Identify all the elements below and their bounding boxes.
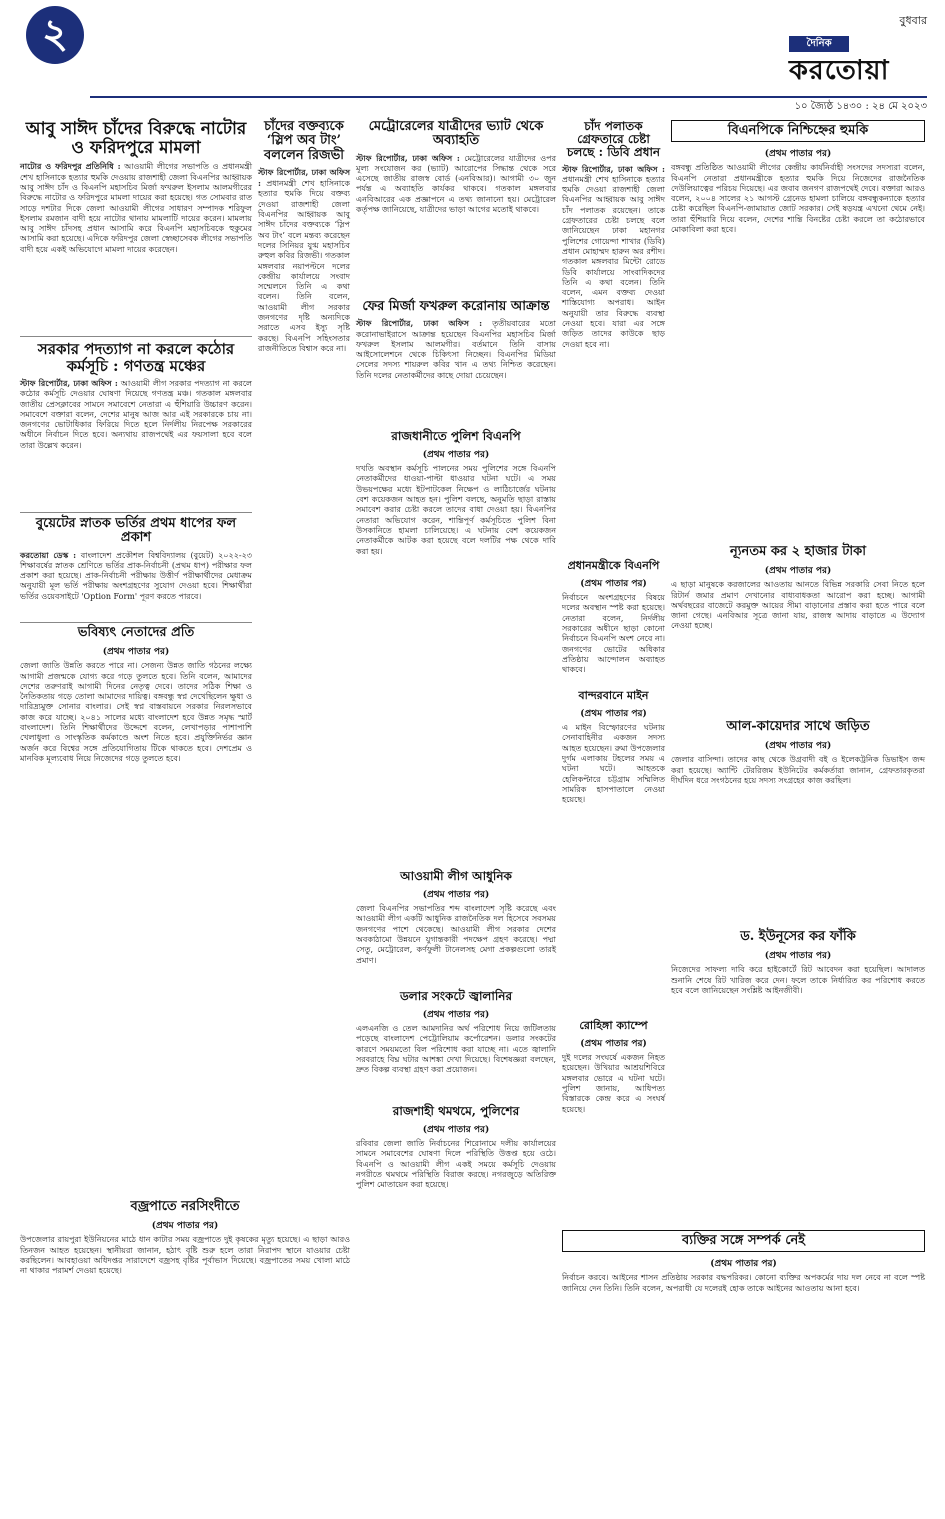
article-title: বান্দরবানে মাইন xyxy=(578,689,649,702)
article-byline: করতোয়া ডেস্ক : xyxy=(20,549,77,560)
article-body: জেলার বাসিন্দা। তাদের কাছ থেকে উগ্রবাদী বই ও ইলেকট্রনিক ডিভাইস জব্দ করা হয়েছে। অ্যান্টি টেররিজম ইউনিটের কর্মকর্তারা জানান, গ্রেফতারকৃতরা দীর্ঘদিন ধরে সংগঠনের হয়ে সদস্য সংগ্রহের কাজ করছিল। xyxy=(671,755,925,785)
article-no-relation-individual xyxy=(562,1230,925,1294)
article-continued-label: (প্রথম পাতার পর) xyxy=(151,1221,219,1232)
article-lightning-narsingdi xyxy=(20,1200,350,1276)
article-gonotontro-mancha xyxy=(20,341,252,451)
masthead xyxy=(0,0,945,112)
article-body: আওয়ামী লীগের সভাপতি ও প্রধানমন্ত্রী শেখ হাসিনাকে হত্যার হুমকি দেওয়ায় রাজশাহী জেলা বিএনপির আহ্বায়ক আবু সাঈদ চাঁদ ও বিএনপি মহাসচিব মির্জা ফখরুল ইসলাম আলমগীরের বিরুদ্ধে নাটোর ও ফরিদপুরে মামলা দায়ের করা হয়েছে। গত সোমবার রাত সাড়ে দশটার দিকে জেলা আওয়ামী লীগের সাধারণ সম্পাদক শরিফুল ইসলাম রমজান বাদী হয়ে নাটোর থানায় মামলাটি দায়ের করেন। মামলায় আবু সাঈদ চাঁদসহ প্রধান আসামি করে বিএনপি মহাসচিবকে হুকুমের আসামি করা হয়েছে। এদিকে ফরিদপুর জেলা স্বেচ্ছাসেবক লীগের সভাপতি বাদী হয়ে একই অভিযোগে মামলা দায়ের করেছেন। xyxy=(20,162,252,254)
article-body: নির্বাচন করবে। আইনের শাসন প্রতিষ্ঠায় সরকার বদ্ধপরিকর। কোনো ব্যক্তির অপকর্মের দায় দল নেবে না বলে স্পষ্ট জানিয়ে দেন তিনি। তিনি বলেন, অপরাধী যে দলেরই হোক তাকে আইনের আওতায় আনা হবে। xyxy=(562,1273,925,1293)
article-title: ব্যক্তির সঙ্গে সম্পর্ক নেই xyxy=(562,1230,925,1252)
article-awami-league-modern xyxy=(356,870,556,966)
article-title: চাঁদ পলাতক গ্রেফতারে চেষ্টা চলছে : ডিবি প্রধান xyxy=(566,119,661,160)
issue-date: ১০ জ্যৈষ্ঠ ১৪৩০ : ২৪ মে ২০২৩ xyxy=(794,101,927,112)
article-title: বিএনপিকে নিশ্চিহ্নের হুমকি xyxy=(671,120,925,142)
article-continued-label: (প্রথম পাতার পর) xyxy=(764,741,832,752)
article-title: রোহিঙ্গা ক্যাম্পে xyxy=(579,1019,648,1032)
article-title: ন্যূনতম কর ২ হাজার টাকা xyxy=(730,544,866,559)
newspaper-logo xyxy=(789,34,927,90)
article-title: আওয়ামী লীগ আধুনিক xyxy=(400,869,512,883)
divider xyxy=(20,622,252,623)
weekday: বুধবার xyxy=(899,14,927,27)
article-byline: স্টাফ রিপোর্টার, ঢাকা অফিস : xyxy=(562,163,665,174)
article-future-leaders xyxy=(20,626,252,764)
article-title: আল-কায়েদার সাথে জড়িত xyxy=(726,719,870,734)
article-body: জেলা বিএনপির সভাপতির শব্দ বাংলাদেশ সৃষ্টি করেছে এবং আওয়ামী লীগ একটি আধুনিক রাজনৈতিক দল হিসেবে সবসময় জনগণের পাশে থেকেছে। আওয়ামী লীগ সরকার দেশের অবকাঠামো উন্নয়নে যুগান্তকারী পদক্ষেপ গ্রহণ করেছে। পদ্মা সেতু, মেট্রোরেল, কর্ণফুলী টানেলসহ মেগা প্রকল্পগুলো তারই প্রমাণ। xyxy=(356,904,556,965)
article-title: বজ্রপাতে নরসিংদীতে xyxy=(130,1199,240,1214)
article-dollar-crisis xyxy=(356,990,556,1076)
article-title: রাজশাহী থমথমে, পুলিশের xyxy=(392,1104,520,1118)
article-body: নির্বাচনে অংশগ্রহণের বিষয়ে দলের অবস্থান স্পষ্ট করা হয়েছে। নেতারা বলেন, নির্দলীয় সরকারের অধীনে ছাড়া কোনো নির্বাচনে বিএনপি অংশ নেবে না। জনগণের ভোটের অধিকার প্রতিষ্ঠায় আন্দোলন অব্যাহত থাকবে। xyxy=(562,593,665,675)
article-body: প্রধানমন্ত্রী শেখ হাসিনাকে হত্যার হুমকি দিয়ে বক্তব্য দেওয়া রাজশাহী জেলা বিএনপির আহ্বায়ক আবু সাঈদ চাঁদের বক্তব্যকে ‘স্লিপ অব টাং’ বলে মন্তব্য করেছেন দলের সিনিয়র যুগ্ম মহাসচিব রুহুল কবির রিজভী। গতকাল মঙ্গলবার নয়াপল্টনে দলের কেন্দ্রীয় কার্যালয়ে সংবাদ সম্মেলনে তিনি এ কথা বলেন। তিনি বলেন, আওয়ামী লীগ সরকার জনগণের দৃষ্টি অন্যদিকে সরাতে এসব ইস্যু সৃষ্টি করছে। বিএনপি সহিংসতার রাজনীতিতে বিশ্বাস করে না। xyxy=(258,179,350,353)
article-continued-label: (প্রথম পাতার পর) xyxy=(580,709,647,720)
article-byline: স্টাফ রিপোর্টার, ঢাকা অফিস : xyxy=(356,318,483,329)
article-continued-label: (প্রথম পাতার পর) xyxy=(422,890,490,901)
article-body: উপজেলার রায়পুরা ইউনিয়নের মাঠে ধান কাটার সময় বজ্রপাতে দুই কৃষকের মৃত্যু হয়েছে। এ ছাড়া আরও তিনজন আহত হয়েছেন। স্থানীয়রা জানান, হঠাৎ বৃষ্টি শুরু হলে তারা নিরাপদ স্থানে যাওয়ার চেষ্টা করছিলেন। আবহাওয়া অধিদপ্তর সারাদেশে বজ্রসহ বৃষ্টির পূর্বাভাস দিয়েছে। বজ্রপাতের সময় খোলা মাঠে না থাকার পরামর্শ দেওয়া হয়েছে। xyxy=(20,1235,350,1276)
article-rohingya-camp xyxy=(562,1020,665,1115)
article-title: ড. ইউনূসের কর ফাঁকি xyxy=(740,929,856,944)
article-continued-label: (প্রথম পাতার পর) xyxy=(422,450,490,461)
article-title: রাজধানীতে পুলিশ বিএনপি xyxy=(391,429,521,443)
article-continued-label: (প্রথম পাতার পর) xyxy=(422,1010,490,1021)
article-continued-label: (প্রথম পাতার পর) xyxy=(102,647,170,658)
divider xyxy=(20,336,252,337)
logo-small-text: দৈনিক xyxy=(789,36,849,52)
article-body: এলএনজি ও তেল আমদানির অর্থ পরিশোধ নিয়ে জটিলতায় পড়েছে বাংলাদেশ পেট্রোলিয়াম কর্পোরেশন। ডলার সংকটের কারণে সময়মতো বিল পরিশোধ করা যাচ্ছে না। এতে জ্বালানি সরবরাহে বিঘ্ন ঘটার আশঙ্কা দেখা দিয়েছে। বিশেষজ্ঞরা বলছেন, দ্রুত বিকল্প ব্যবস্থা গ্রহণ করা প্রয়োজন। xyxy=(356,1024,556,1075)
article-body: দখতি অবস্থান কর্মসূচি পালনের সময় পুলিশের সঙ্গে বিএনপি নেতাকর্মীদের ধাওয়া-পাল্টা ধাওয়ার ঘটনা ঘটে। এ সময় উভয়পক্ষের মধ্যে ইটপাটকেল নিক্ষেপ ও লাঠিচার্জের ঘটনায় বেশ কয়েকজন আহত হন। পুলিশ বলছে, অনুমতি ছাড়া রাস্তায় সমাবেশ করার চেষ্টা করলে তাদের বাধা দেওয়া হয়। বিএনপির নেতারা অভিযোগ করেন, শান্তিপূর্ণ কর্মসূচিতে পুলিশ বিনা উসকানিতে হামলা চালিয়েছে। এ ঘটনায় বেশ কয়েকজন নেতাকর্মীকে আটক করা হয়েছে বলে দলটির পক্ষ থেকে দাবি করা হয়। xyxy=(356,464,556,556)
article-bandarban-mine xyxy=(562,690,665,805)
article-title: ফের মির্জা ফখরুল করোনায় আক্রান্ত xyxy=(362,299,550,314)
article-continued-label: (প্রথম পাতার পর) xyxy=(764,951,832,962)
article-yunus-tax xyxy=(671,930,925,996)
article-continued-label: (প্রথম পাতার পর) xyxy=(580,1039,647,1050)
article-title: ভবিষ্যৎ নেতাদের প্রতি xyxy=(77,625,195,640)
article-continued-label: (প্রথম পাতার পর) xyxy=(764,566,832,577)
article-body: দুই দলের সংঘর্ষে একজন নিহত হয়েছেন। উখিয়ার আশ্রয়শিবিরে মঙ্গলবার ভোরে এ ঘটনা ঘটে। পুলিশ জানায়, আধিপত্য বিস্তারকে কেন্দ্র করে এ সংঘর্ষ হয়েছে। xyxy=(562,1053,665,1114)
article-byline: স্টাফ রিপোর্টার, ঢাকা অফিস : xyxy=(356,152,460,163)
page-number: ২ xyxy=(26,6,84,64)
article-body: রবিবার জেলা জাতি নির্বাচনের শিরোনামে দলীয় কার্যালয়ের সামনে সমাবেশের ঘোষণা দিলে পরিস্থিতি উত্তপ্ত হয়ে ওঠে। বিএনপি ও আওয়ামী লীগ একই সময়ে কর্মসূচি দেওয়ায় নগরীতে থমথমে পরিস্থিতি বিরাজ করছে। নগরজুড়ে অতিরিক্ত পুলিশ মোতায়েন করা হয়েছে। xyxy=(356,1139,556,1190)
logo-name: করতোয়া xyxy=(789,55,890,86)
article-body: এ মাইন বিস্ফোরণের ঘটনায় সেনাবাহিনীর একজন সদস্য আহত হয়েছেন। রুমা উপজেলার দুর্গম এলাকায় টহলের সময় এ ঘটনা ঘটে। আহতকে হেলিকপ্টারে চট্টগ্রাম সম্মিলিত সামরিক হাসপাতালে নেওয়া হয়েছে। xyxy=(562,723,665,805)
article-body: প্রধানমন্ত্রী শেখ হাসিনাকে হত্যার হুমকি দেওয়া রাজশাহী জেলা বিএনপির আহ্বায়ক আবু সাঈদ চাঁদ পলাতক রয়েছেন। তাকে গ্রেফতারের চেষ্টা চলছে বলে জানিয়েছেন ঢাকা মহানগর পুলিশের গোয়েন্দা শাখার (ডিবি) প্রধান মোহাম্মদ হারুন অর রশীদ। গতকাল মঙ্গলবার মিন্টো রোডে ডিবি কার্যালয়ে সাংবাদিকদের তিনি এ কথা বলেন। তিনি বলেন, এমন বক্তব্য দেওয়া শাস্তিযোগ্য অপরাধ। আইন অনুযায়ী তার বিরুদ্ধে ব্যবস্থা নেওয়া হবে। যারা এর সঙ্গে জড়িত তাদের কাউকে ছাড় দেওয়া হবে না। xyxy=(562,174,665,349)
article-police-bnp xyxy=(356,430,556,557)
article-metrorail-vat xyxy=(356,120,556,215)
article-al-qaeda xyxy=(671,720,925,786)
article-body: জেলা জাতি উন্নতি করতে পারে না। সেজন্য উন্নত জাতি গঠনের লক্ষ্যে আগামী প্রজন্মকে যোগ্য করে গড়ে তুলতে হবে। তিনি বলেন, আমাদের দেশের তরুণরাই আগামী দিনের নেতৃত্ব দেবে। তাদের সঠিক শিক্ষা ও নৈতিকতায় গড়ে তোলা আমাদের দায়িত্ব। বঙ্গবন্ধু স্বপ্ন দেখেছিলেন ক্ষুধা ও দারিদ্র্যমুক্ত সোনার বাংলার। সেই স্বপ্ন বাস্তবায়নে সরকার নিরলসভাবে কাজ করে যাচ্ছে। ২০৪১ সালের মধ্যে বাংলাদেশ হবে উন্নত সমৃদ্ধ স্মার্ট বাংলাদেশ। তিনি শিক্ষার্থীদের উদ্দেশে বলেন, লেখাপড়ার পাশাপাশি খেলাধুলা ও সাংস্কৃতিক কর্মকাণ্ডে অংশ নিতে হবে। প্রযুক্তিনির্ভর জ্ঞান অর্জন করে বিশ্বের সঙ্গে প্রতিযোগিতায় টিকে থাকতে হবে। দেশপ্রেম ও মানবিক মূল্যবোধ নিয়ে নিজেদের গড়ে তুলতে হবে। xyxy=(20,661,252,763)
article-rizvi-slip-of-tongue xyxy=(258,120,350,354)
article-byline: স্টাফ রিপোর্টার, ঢাকা অফিস : xyxy=(258,166,350,189)
article-rajshahi-tense xyxy=(356,1105,556,1191)
article-body: বঙ্গবন্ধু প্রতিষ্ঠিত আওয়ামী লীগের কেন্দ্রীয় কার্যনির্বাহী সংসদের সদস্যরা বলেন, বিএনপি নেতারা প্রধানমন্ত্রীকে হত্যার হুমকি দিয়ে নিজেদের রাজনৈতিক দেউলিয়াত্বের পরিচয় দিয়েছে। এর জবাব জনগণ রাজপথেই দেবে। বক্তারা আরও বলেন, ২০০৪ সালের ২১ আগস্ট গ্রেনেড হামলা চালিয়ে বঙ্গবন্ধুকন্যাকে হত্যার চেষ্টা করেছিল বিএনপি-জামায়াত জোট সরকার। সেই ষড়যন্ত্র এখনো থেমে নেই। তারা হুঁশিয়ারি দিয়ে বলেন, দেশের শান্তি বিনষ্টের চেষ্টা করলে তা কঠোরভাবে মোকাবিলা করা হবে। xyxy=(671,163,925,235)
article-minimum-tax xyxy=(671,545,925,632)
article-continued-label: (প্রথম পাতার পর) xyxy=(422,1125,490,1136)
article-title: চাঁদের বক্তব্যকে ‘স্লিপ অব টাং’ বললেন রিজভী xyxy=(263,119,345,163)
article-title: ডলার সংকটে জ্বালানির xyxy=(399,989,513,1003)
divider xyxy=(20,512,252,513)
article-body: নিজেদের সাফল্য দাবি করে হাইকোর্টে রিট আবেদন করা হয়েছিল। আদালত শুনানি শেষে রিট খারিজ করে দেন। ফলে তাকে নির্ধারিত কর পরিশোধ করতে হবে বলে জানিয়েছেন সংশ্লিষ্ট আইনজীবী। xyxy=(671,965,925,995)
article-title: বুয়েটের স্নাতক ভর্তির প্রথম ধাপের ফল প্রকাশ xyxy=(35,516,237,546)
article-byline: নাটোর ও ফরিদপুর প্রতিনিধি : xyxy=(20,161,121,172)
article-title: মেট্রোরেলের যাত্রীদের ভ্যাট থেকে অব্যাহতি xyxy=(368,119,544,149)
article-bnp-threat xyxy=(671,120,925,235)
article-buet-result xyxy=(20,517,252,602)
article-body: এ ছাড়া মানুষকে করজালের আওতায় আনতে বিভিন্ন সরকারি সেবা নিতে হলে রিটার্ন জমার প্রমাণ দেখানোর বাধ্যবাধকতা আরোপ করা হচ্ছে। আগামী অর্থবছরের বাজেটে করমুক্ত আয়ের সীমা বাড়ানোর প্রস্তাব করা হতে পারে বলে জানা গেছে। এনবিআর সূত্রে জানা যায়, রাজস্ব আদায় বাড়াতে এ উদ্যোগ নেওয়া হচ্ছে। xyxy=(671,580,925,631)
article-chand-case xyxy=(20,120,252,255)
article-title: আবু সাঈদ চাঁদের বিরুদ্ধে নাটোর ও ফরিদপুরে মামলা xyxy=(25,119,247,158)
article-body: মেট্রোরেলের যাত্রীদের ওপর মূল্য সংযোজন কর (ভ্যাট) আরোপের সিদ্ধান্ত থেকে সরে এসেছে জাতীয় রাজস্ব বোর্ড (এনবিআর)। আগামী ৩০ জুন পর্যন্ত এ অব্যাহতি কার্যকর থাকবে। গতকাল মঙ্গলবার এনবিআরের এক প্রজ্ঞাপনে এ তথ্য জানানো হয়। মেট্রোরেল কর্তৃপক্ষ জানিয়েছে, যাত্রীদের ভাড়া আগের মতোই থাকবে। xyxy=(356,153,557,215)
article-body: তৃতীয়বারের মতো করোনাভাইরাসে আক্রান্ত হয়েছেন বিএনপির মহাসচিব মির্জা ফখরুল ইসলাম আলমগীর। বর্তমানে তিনি বাসায় আইসোলেশনে থেকে চিকিৎসা নিচ্ছেন। বিএনপির মিডিয়া সেলের সদস্য শায়রুল কবির খান এ তথ্য নিশ্চিত করেছেন। তিনি দলের নেতাকর্মীদের কাছে দোয়া চেয়েছেন। xyxy=(356,319,556,380)
article-continued-label: (প্রথম পাতার পর) xyxy=(580,579,647,590)
article-fakhrul-covid xyxy=(356,300,556,381)
article-title: প্রধানমন্ত্রীকে বিএনপি xyxy=(567,559,660,572)
article-continued-label: (প্রথম পাতার পর) xyxy=(764,149,832,160)
header-rule xyxy=(90,96,927,98)
article-byline: স্টাফ রিপোর্টার, ঢাকা অফিস : xyxy=(20,378,118,388)
article-title: সরকার পদত্যাগ না করলে কঠোর কর্মসূচি : গণতন্ত্র মঞ্চের xyxy=(37,340,235,375)
article-continued-label: (প্রথম পাতার পর) xyxy=(710,1259,777,1270)
article-db-chief xyxy=(562,120,665,350)
article-body: আওয়ামী লীগ সরকার পদত্যাগ না করলে কঠোর কর্মসূচি দেওয়ার ঘোষণা দিয়েছে গণতন্ত্র মঞ্চ। গতকাল মঙ্গলবার জাতীয় প্রেসক্লাবের সামনে সমাবেশে নেতারা এ হুঁশিয়ারি উচ্চারণ করেন। সমাবেশে বক্তারা বলেন, দেশের মানুষ আজ আর এই সরকারকে চায় না। জনগণের ভোটাধিকার ফিরিয়ে দিতে হলে নির্দলীয় নিরপেক্ষ সরকারের অধীনে নির্বাচন দিতে হবে। অন্যথায় রাজপথেই এর ফয়সালা হবে বলে তারা উল্লেখ করেন। xyxy=(20,379,253,450)
article-pm-bnp xyxy=(562,560,665,675)
article-body: বাংলাদেশ প্রকৌশল বিশ্ববিদ্যালয় (বুয়েট) ২০২২-২৩ শিক্ষাবর্ষের স্নাতক শ্রেণিতে ভর্তির প্রাক-নির্বাচনী (প্রথম ধাপ) পরীক্ষার ফল প্রকাশ করা হয়েছে। প্রাক-নির্বাচনী পরীক্ষায় উত্তীর্ণ পরীক্ষার্থীদের মেধাক্রম অনুযায়ী মূল ভর্তি পরীক্ষায় অংশগ্রহণের সুযোগ দেওয়া হবে। শিক্ষার্থীরা ভর্তির ওয়েবসাইটে 'Option Form' পূরণ করতে পারবে। xyxy=(20,550,252,601)
